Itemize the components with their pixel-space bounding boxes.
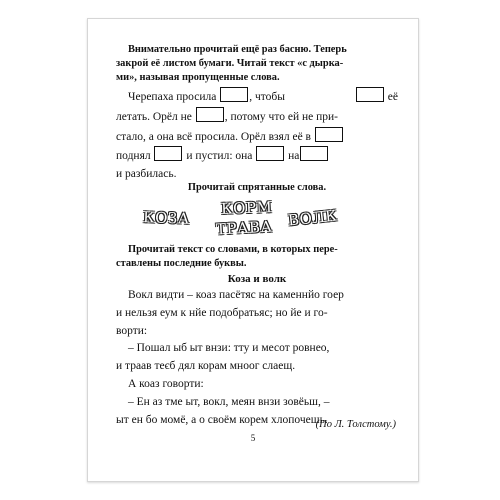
gap-box (220, 87, 248, 102)
story-line: – Пошал ыб ыт внзи: тту и месот ровнео, (128, 342, 330, 355)
story-line: – Ен аз тме ыт, вокл, меян внзи зовёьш, – (128, 395, 330, 408)
gap-box (196, 107, 224, 122)
instruction-line: ставлены последние буквы. (116, 258, 247, 269)
gap-box (356, 87, 384, 102)
story-line: ворти: (116, 324, 148, 337)
story-line: ыт ен бо момё, а о своём корем хлопочешь. (116, 413, 328, 426)
story-text (116, 287, 398, 429)
story-line: и траав теєб дял корам мноог слаещ. (116, 360, 296, 373)
hidden-word: ТРАВА (215, 217, 273, 239)
fable-line (116, 87, 398, 107)
author-credit: (По Л. Толстому.) (315, 419, 396, 430)
fable-fragment: на (288, 150, 300, 163)
fable-fragment: Черепаха просила (128, 91, 217, 103)
gap-box (300, 146, 328, 161)
story-line: А коаз говорти: (128, 377, 204, 390)
workbook-page (87, 18, 419, 482)
fable-line (116, 107, 398, 127)
hidden-word: КОЗА (142, 208, 190, 228)
instruction-line: ми», называя пропущенные слова. (116, 72, 280, 83)
instruction-text (116, 243, 398, 271)
fable-fragment: и пустил: она (186, 150, 253, 163)
fable-line (116, 146, 398, 166)
instruction-line: Прочитай текст со словами, в которых пере- (128, 244, 338, 255)
hidden-word: КОРМ (220, 198, 273, 218)
story-title: Коза и волк (227, 273, 287, 285)
instruction-line: Внимательно прочитай ещё раз басню. Теперь (128, 44, 347, 55)
hidden-words-instruction: Прочитай спрятанные слова. (187, 182, 327, 193)
gap-box (315, 127, 343, 142)
fable-fragment: её (387, 91, 398, 103)
fable-fragment: поднял (116, 150, 151, 163)
fable-with-gaps (116, 87, 398, 184)
fable-line: и разбилась. (116, 168, 177, 181)
story-line: и нельзя еум к нйе подобратьяс; но йе и го- (116, 306, 328, 319)
instruction-text (116, 43, 398, 85)
gap-box (154, 146, 182, 161)
hidden-word: ВОЛК (287, 206, 339, 230)
gap-box (256, 146, 284, 161)
fable-fragment: стало, а она всё просила. Орёл взял её в (116, 130, 311, 143)
fable-fragment: , потому что ей не при- (224, 110, 338, 123)
fable-fragment: летать. Орёл не (116, 110, 192, 123)
fable-line (116, 127, 398, 147)
story-line: Вокл видти – коаз пасётяс на каменнйо гоер (128, 289, 344, 301)
page-number: 5 (250, 433, 256, 443)
fable-fragment: , чтобы (249, 91, 285, 103)
instruction-line: закрой её листом бумаги. Читай текст «с дырка- (116, 58, 344, 69)
